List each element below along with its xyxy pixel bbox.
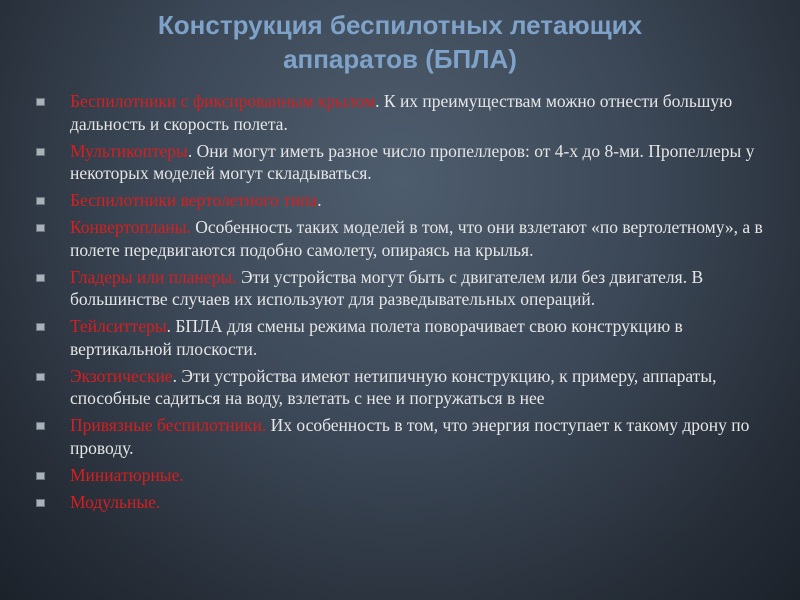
item-text: . Они могут иметь разное число пропеллеров: от 4-х до 8-ми. Пропеллеры у некоторых моделей могут складываться. <box>70 140 755 183</box>
bullet-list <box>36 90 776 518</box>
square-bullet-icon <box>36 98 45 106</box>
list-item <box>36 491 776 514</box>
item-text: Особенность таких моделей в том, что они взлетают «по вертолетному», а в полете передвигаются подобно самолету, опираясь на крылья. <box>70 217 763 260</box>
item-text: . <box>317 190 322 210</box>
square-bullet-icon <box>36 323 45 331</box>
list-item <box>36 90 776 135</box>
item-text: . БПЛА для смены режима полета поворачивает свою конструкцию в вертикальной плоскости. <box>70 316 683 359</box>
list-item <box>36 189 776 212</box>
list-item <box>36 464 776 487</box>
square-bullet-icon <box>36 499 45 507</box>
item-term: Тейлситтеры <box>70 316 167 336</box>
item-term: Конвертопланы. <box>70 217 191 237</box>
list-item <box>36 266 776 311</box>
list-item <box>36 216 776 261</box>
square-bullet-icon <box>36 148 45 156</box>
list-item <box>36 315 776 360</box>
slide-title <box>60 8 740 76</box>
square-bullet-icon <box>36 224 45 232</box>
list-item <box>36 365 776 410</box>
square-bullet-icon <box>36 472 45 480</box>
list-item <box>36 414 776 459</box>
square-bullet-icon <box>36 274 45 282</box>
item-text: . Эти устройства имеют нетипичную конструкцию, к примеру, аппараты, способные садиться на воду, взлетать с нее и погружаться в нее <box>70 365 717 408</box>
item-term: Миниатюрные. <box>70 464 184 485</box>
item-term: Беспилотники с фиксированным крылом <box>70 91 376 111</box>
item-text: . К их преимуществам можно отнести большую дальность и скорость полета. <box>70 91 733 134</box>
square-bullet-icon <box>36 197 45 205</box>
square-bullet-icon <box>36 373 45 381</box>
item-term: Модульные. <box>70 491 161 512</box>
item-text: Их особенность в том, что энергия поступает к такому дрону по проводу. <box>70 415 750 458</box>
list-item <box>36 140 776 185</box>
item-term: Привязные беспилотники. <box>70 415 267 435</box>
item-term: Гладеры или планеры. <box>70 266 237 287</box>
slide-title-line-1: Конструкция беспилотных летающих <box>157 10 643 40</box>
slide-title-line-2: аппаратов (БПЛА) <box>283 44 517 74</box>
item-text: Эти устройства могут быть с двигателем или без двигателя. В большинстве случаев их используют для разведывательных операций. <box>70 266 704 309</box>
item-term: Экзотические <box>70 365 173 386</box>
square-bullet-icon <box>36 422 45 430</box>
item-term: Беспилотники вертолетного типа <box>70 190 318 210</box>
item-term: Мультикоптеры <box>70 140 188 161</box>
